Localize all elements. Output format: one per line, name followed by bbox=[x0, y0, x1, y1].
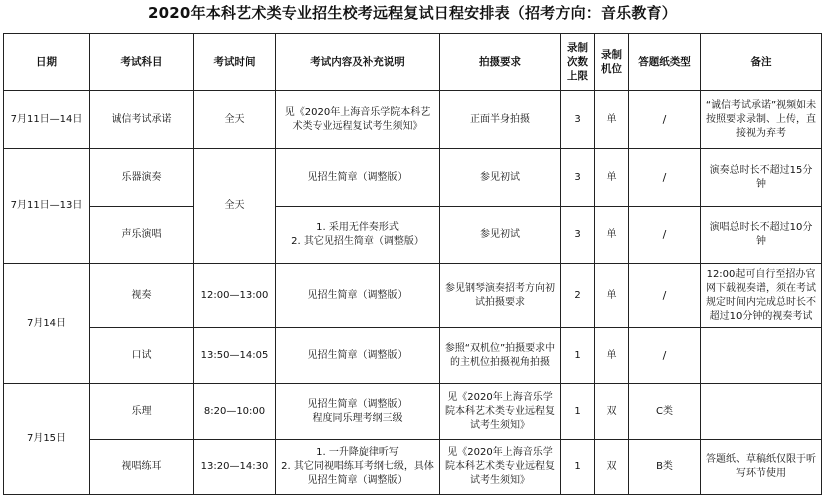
cell-subject: 乐器演奏 bbox=[90, 149, 194, 207]
header-record-limit-line2: 次数 bbox=[567, 56, 588, 68]
cell-time: 13:50—14:05 bbox=[194, 328, 276, 384]
cell-subject: 视奏 bbox=[90, 264, 194, 328]
cell-remark: 演奏总时长不超过15分钟 bbox=[701, 149, 822, 207]
cell-remark: 演唱总时长不超过10分钟 bbox=[701, 207, 822, 264]
cell-answer-sheet: / bbox=[629, 328, 701, 384]
cell-remark: “诚信考试承诺”视频如未按照要求录制、上传，直接视为弃考 bbox=[701, 91, 822, 149]
cell-content: 见《2020年上海音乐学院本科艺术类专业远程复试考生须知》 bbox=[276, 91, 440, 149]
cell-date: 7月11日—14日 bbox=[4, 91, 90, 149]
cell-answer-sheet: B类 bbox=[629, 440, 701, 495]
cell-time: 13:20—14:30 bbox=[194, 440, 276, 495]
table-row bbox=[4, 440, 822, 495]
table-row bbox=[4, 384, 822, 440]
cell-answer-sheet: / bbox=[629, 207, 701, 264]
cell-time: 全天 bbox=[194, 91, 276, 149]
cell-record-position: 双 bbox=[595, 440, 629, 495]
cell-date: 7月15日 bbox=[4, 384, 90, 495]
cell-subject: 诚信考试承诺 bbox=[90, 91, 194, 149]
cell-record-limit: 3 bbox=[561, 207, 595, 264]
page-title: 2020年本科艺术类专业招生校考远程复试日程安排表（招考方向：音乐教育） bbox=[148, 4, 677, 22]
cell-record-limit: 1 bbox=[561, 384, 595, 440]
cell-content bbox=[276, 207, 440, 264]
cell-content: 见招生简章（调整版） bbox=[276, 264, 440, 328]
cell-record-limit: 3 bbox=[561, 149, 595, 207]
cell-remark: 答题纸、草稿纸仅限于听写环节使用 bbox=[701, 440, 822, 495]
cell-answer-sheet: / bbox=[629, 264, 701, 328]
cell-record-position: 单 bbox=[595, 207, 629, 264]
cell-record-position: 单 bbox=[595, 149, 629, 207]
header-answer-sheet: 答题纸类型 bbox=[629, 34, 701, 91]
cell-content bbox=[276, 384, 440, 440]
cell-remark bbox=[701, 384, 822, 440]
cell-record-position: 双 bbox=[595, 384, 629, 440]
table-row bbox=[4, 91, 822, 149]
cell-subject: 声乐演唱 bbox=[90, 207, 194, 264]
cell-time: 8:20—10:00 bbox=[194, 384, 276, 440]
content-line: 程度同乐理考纲三级 bbox=[312, 412, 403, 424]
cell-subject: 口试 bbox=[90, 328, 194, 384]
header-record-position-line2: 机位 bbox=[601, 63, 622, 75]
header-time: 考试时间 bbox=[194, 34, 276, 91]
header-remark: 备注 bbox=[701, 34, 822, 91]
content-line: 见招生简章（调整版） bbox=[307, 398, 408, 410]
cell-answer-sheet: / bbox=[629, 91, 701, 149]
cell-record-limit: 2 bbox=[561, 264, 595, 328]
cell-record-limit: 1 bbox=[561, 440, 595, 495]
content-line: 1. 采用无伴奏形式 bbox=[316, 222, 399, 233]
cell-filming: 参见初试 bbox=[440, 207, 561, 264]
cell-date: 7月14日 bbox=[4, 264, 90, 384]
content-line: 2. 其它同视唱练耳考纲七级，具体见招生简章（调整版） bbox=[281, 461, 434, 486]
header-subject: 考试科目 bbox=[90, 34, 194, 91]
cell-remark bbox=[701, 328, 822, 384]
content-line: 2. 其它见招生简章（调整版） bbox=[291, 236, 424, 247]
table-row bbox=[4, 328, 822, 384]
cell-record-position: 单 bbox=[595, 91, 629, 149]
cell-filming: 参照“双机位”拍摄要求中的主机位拍摄视角拍摄 bbox=[440, 328, 561, 384]
header-record-limit bbox=[561, 34, 595, 91]
header-row bbox=[4, 34, 822, 91]
cell-answer-sheet: C类 bbox=[629, 384, 701, 440]
cell-record-position: 单 bbox=[595, 264, 629, 328]
table-row bbox=[4, 207, 822, 264]
cell-filming: 参见钢琴演奏招考方向初试拍摄要求 bbox=[440, 264, 561, 328]
cell-record-limit: 1 bbox=[561, 328, 595, 384]
table-row bbox=[4, 264, 822, 328]
header-record-position-line1: 录制 bbox=[601, 49, 622, 61]
cell-record-position: 单 bbox=[595, 328, 629, 384]
cell-subject: 视唱练耳 bbox=[90, 440, 194, 495]
header-record-position bbox=[595, 34, 629, 91]
cell-subject: 乐理 bbox=[90, 384, 194, 440]
table-row bbox=[4, 149, 822, 207]
cell-content: 见招生简章（调整版） bbox=[276, 328, 440, 384]
content-line: 1. 一升降旋律听写 bbox=[316, 447, 399, 458]
cell-content bbox=[276, 440, 440, 495]
cell-date: 7月11日—13日 bbox=[4, 149, 90, 264]
cell-remark: 12:00起可自行至招办官网下载视奏谱，须在考试规定时间内完成总时长不超过10分钟的视奏考试 bbox=[701, 264, 822, 328]
cell-filming: 见《2020年上海音乐学院本科艺术类专业远程复试考生须知》 bbox=[440, 440, 561, 495]
cell-time: 12:00—13:00 bbox=[194, 264, 276, 328]
header-record-limit-line1: 录制 bbox=[567, 42, 588, 54]
schedule-table bbox=[3, 33, 822, 495]
cell-answer-sheet: / bbox=[629, 149, 701, 207]
header-record-limit-line3: 上限 bbox=[567, 70, 588, 82]
cell-filming: 参见初试 bbox=[440, 149, 561, 207]
cell-time: 全天 bbox=[194, 149, 276, 264]
header-date: 日期 bbox=[4, 34, 90, 91]
cell-content: 见招生简章（调整版） bbox=[276, 149, 440, 207]
header-content: 考试内容及补充说明 bbox=[276, 34, 440, 91]
header-filming: 拍摄要求 bbox=[440, 34, 561, 91]
cell-filming: 见《2020年上海音乐学院本科艺术类专业远程复试考生须知》 bbox=[440, 384, 561, 440]
cell-filming: 正面半身拍摄 bbox=[440, 91, 561, 149]
cell-record-limit: 3 bbox=[561, 91, 595, 149]
